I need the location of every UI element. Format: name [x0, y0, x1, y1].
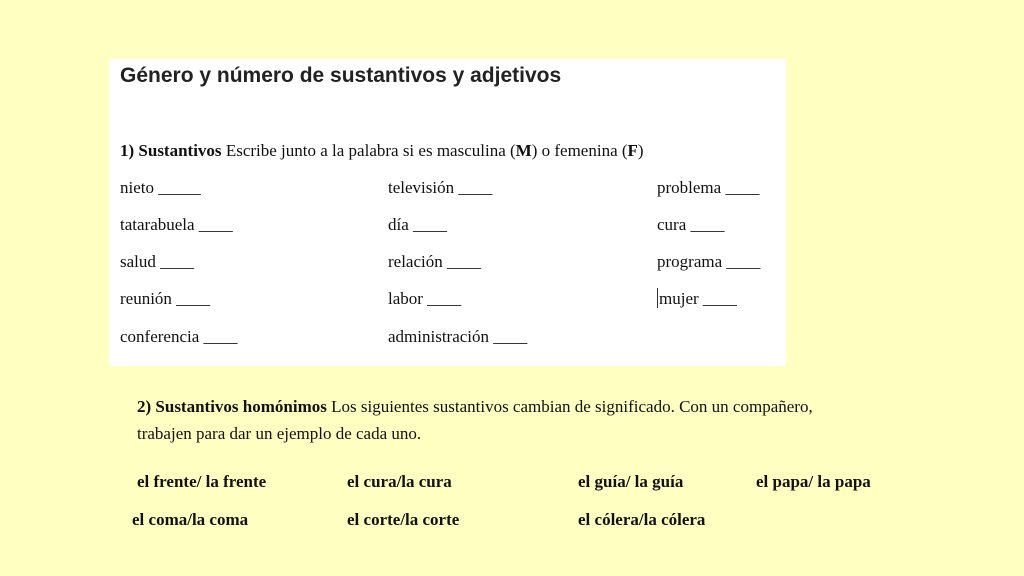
masculine-letter: M [515, 141, 532, 160]
section2-text: Los siguientes sustantivos cambian de significado. Con un compañero, trabajen para dar un ejemplo de cada uno. [137, 397, 813, 443]
text-cursor [657, 288, 658, 308]
homonym-pair: el coma/la coma [132, 510, 249, 529]
word-item[interactable]: tatarabuela ____ [120, 215, 233, 234]
section2-instructions [137, 393, 837, 447]
homonym-pair: el guía/ la guía [578, 472, 684, 491]
word-item[interactable]: conferencia ____ [120, 327, 238, 346]
section1-text-c: ) [637, 141, 644, 160]
word-item[interactable]: reunión ____ [120, 289, 211, 308]
word-item[interactable]: mujer ____ [659, 289, 737, 308]
word-item[interactable]: problema ____ [657, 178, 760, 197]
word-item[interactable]: salud ____ [120, 252, 195, 271]
homonym-pair: el corte/la corte [347, 510, 460, 529]
homonym-pair: el papa/ la papa [756, 472, 871, 491]
worksheet-panel [109, 59, 786, 366]
word-item[interactable]: televisión ____ [388, 178, 493, 197]
word-item[interactable]: día ____ [388, 215, 448, 234]
word-item[interactable]: labor ____ [388, 289, 462, 308]
homonym-pair: el frente/ la frente [137, 472, 267, 491]
word-item[interactable]: administración ____ [388, 327, 528, 346]
word-item[interactable]: cura ____ [657, 215, 725, 234]
feminine-letter: F [627, 141, 638, 160]
homonym-pair: el cura/la cura [347, 472, 452, 491]
section1-label: 1) Sustantivos [120, 141, 222, 160]
word-item[interactable]: nieto _____ [120, 178, 201, 197]
section2-label: 2) Sustantivos homónimos [137, 397, 327, 416]
section1-text-a: Escribe junto a la palabra si es masculina ( [221, 141, 516, 160]
worksheet-title: Género y número de sustantivos y adjetivos [120, 64, 562, 87]
homonym-pair: el cólera/la cólera [578, 510, 706, 529]
section1-text-b: ) o femenina ( [531, 141, 628, 160]
word-item[interactable]: programa ____ [657, 252, 761, 271]
section1-instructions [120, 141, 644, 161]
word-item[interactable]: relación ____ [388, 252, 481, 271]
